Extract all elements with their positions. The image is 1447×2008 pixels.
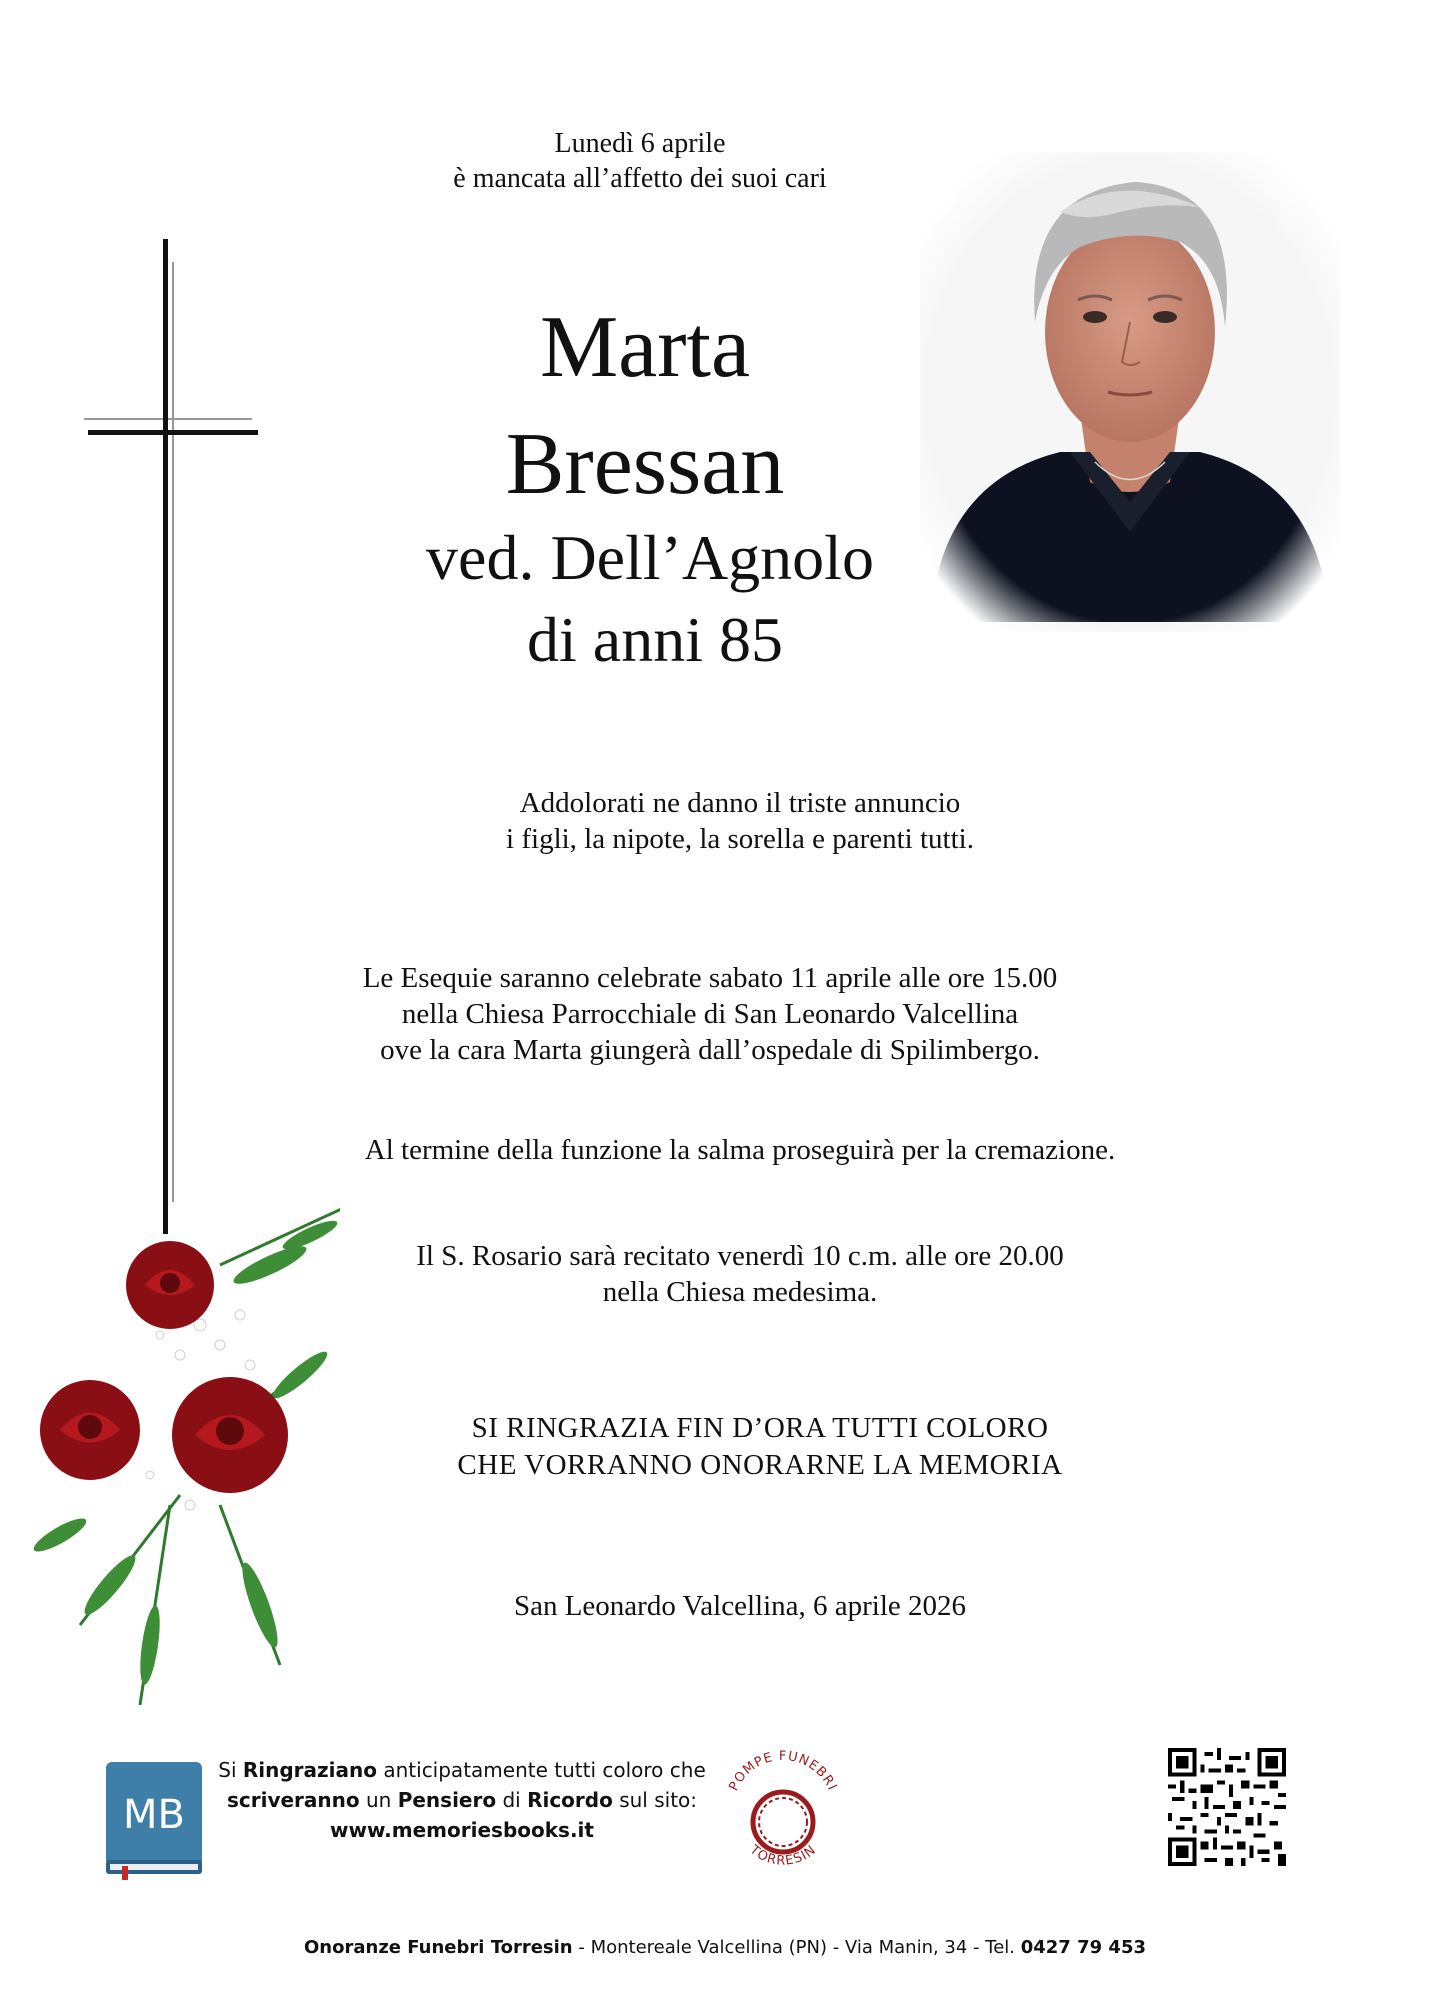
mb-text-un: un: [359, 1788, 398, 1812]
place-date: San Leonardo Valcellina, 6 aprile 2026: [513, 1590, 967, 1622]
cross-vertical: [163, 239, 168, 1234]
last-name: Bressan: [505, 416, 785, 513]
mb-line-3: [212, 1815, 712, 1845]
mb-text-rest: anticipatamente tutti coloro che: [377, 1758, 706, 1782]
opening-text: [380, 126, 900, 196]
funeral-info: [300, 960, 1120, 1068]
funeral-line: nella Chiesa Parrocchiale di San Leonardo Valcellina: [401, 998, 1019, 1030]
mb-text-scriveranno: scriveranno: [226, 1788, 360, 1812]
thanks-line: CHE VORRANNO ONORARNE LA MEMORIA: [457, 1449, 1063, 1481]
date-line: Lunedì 6 aprile: [554, 128, 726, 159]
roses-decoration: [20, 1205, 340, 1705]
footer-company: Onoranze Funebri Torresin: [304, 1937, 573, 1958]
rosary-info: [360, 1238, 1120, 1310]
announcement-line: Addolorati ne danno il triste annuncio: [519, 787, 961, 819]
svg-text:POMPE FUNEBRI: [726, 1749, 839, 1793]
torresin-logo: [718, 1738, 848, 1888]
footer-address: - Montereale Valcellina (PN) - Via Manin, 34 - Tel.: [572, 1937, 1021, 1958]
torresin-bottom-text: TORRESIN: [746, 1842, 820, 1869]
portrait-photo: [920, 152, 1340, 632]
qr-code[interactable]: [1168, 1748, 1286, 1866]
cremation-note: Al termine della funzione la salma proseguirà per la cremazione.: [364, 1134, 1116, 1166]
age: di anni 85: [527, 604, 783, 675]
rosary-line: Il S. Rosario sarà recitato venerdì 10 c.m. alle ore 20.00: [416, 1240, 1064, 1272]
announcement: [440, 785, 1040, 857]
mb-text-di: di: [496, 1788, 528, 1812]
mb-text-si: Si: [218, 1758, 243, 1782]
widow-of: ved. Dell’Agnolo: [426, 522, 874, 593]
memoriesbooks-link[interactable]: www.memoriesbooks.it: [330, 1818, 594, 1842]
funeral-line: ove la cara Marta giungerà dall’ospedale di Spilimbergo.: [380, 1034, 1040, 1066]
footer-contact: [240, 1935, 1210, 1961]
first-name: Marta: [539, 299, 751, 396]
mb-text-ringraziano: Ringraziano: [242, 1758, 377, 1782]
cross-shadow-vertical: [172, 262, 174, 1202]
footer-phone: 0427 79 453: [1020, 1937, 1146, 1958]
mb-line-2: [212, 1785, 712, 1815]
torresin-top-text: POMPE FUNEBRI: [726, 1748, 840, 1794]
cross-shadow-horizontal: [84, 418, 252, 420]
passing-line: è mancata all’affetto dei suoi cari: [453, 163, 827, 194]
mb-line-1: [212, 1755, 712, 1785]
mb-text-sito: sul sito:: [612, 1788, 698, 1812]
announcement-line: i figli, la nipote, la sorella e parenti tutti.: [506, 823, 974, 855]
mb-logo-text: MB: [123, 1792, 185, 1838]
thanks-line: SI RINGRAZIA FIN D’ORA TUTTI COLORO: [471, 1412, 1049, 1444]
funeral-line: Le Esequie saranno celebrate sabato 11 aprile alle ore 15.00: [362, 962, 1058, 994]
rosary-line: nella Chiesa medesima.: [602, 1276, 878, 1308]
mb-text-ricordo: Ricordo: [527, 1788, 613, 1812]
mb-text-pensiero: Pensiero: [397, 1788, 497, 1812]
memoriesbooks-logo[interactable]: [102, 1762, 204, 1880]
memoriesbooks-message: [212, 1755, 712, 1845]
cross-horizontal: [88, 430, 258, 435]
thanks-note: [380, 1410, 1140, 1484]
